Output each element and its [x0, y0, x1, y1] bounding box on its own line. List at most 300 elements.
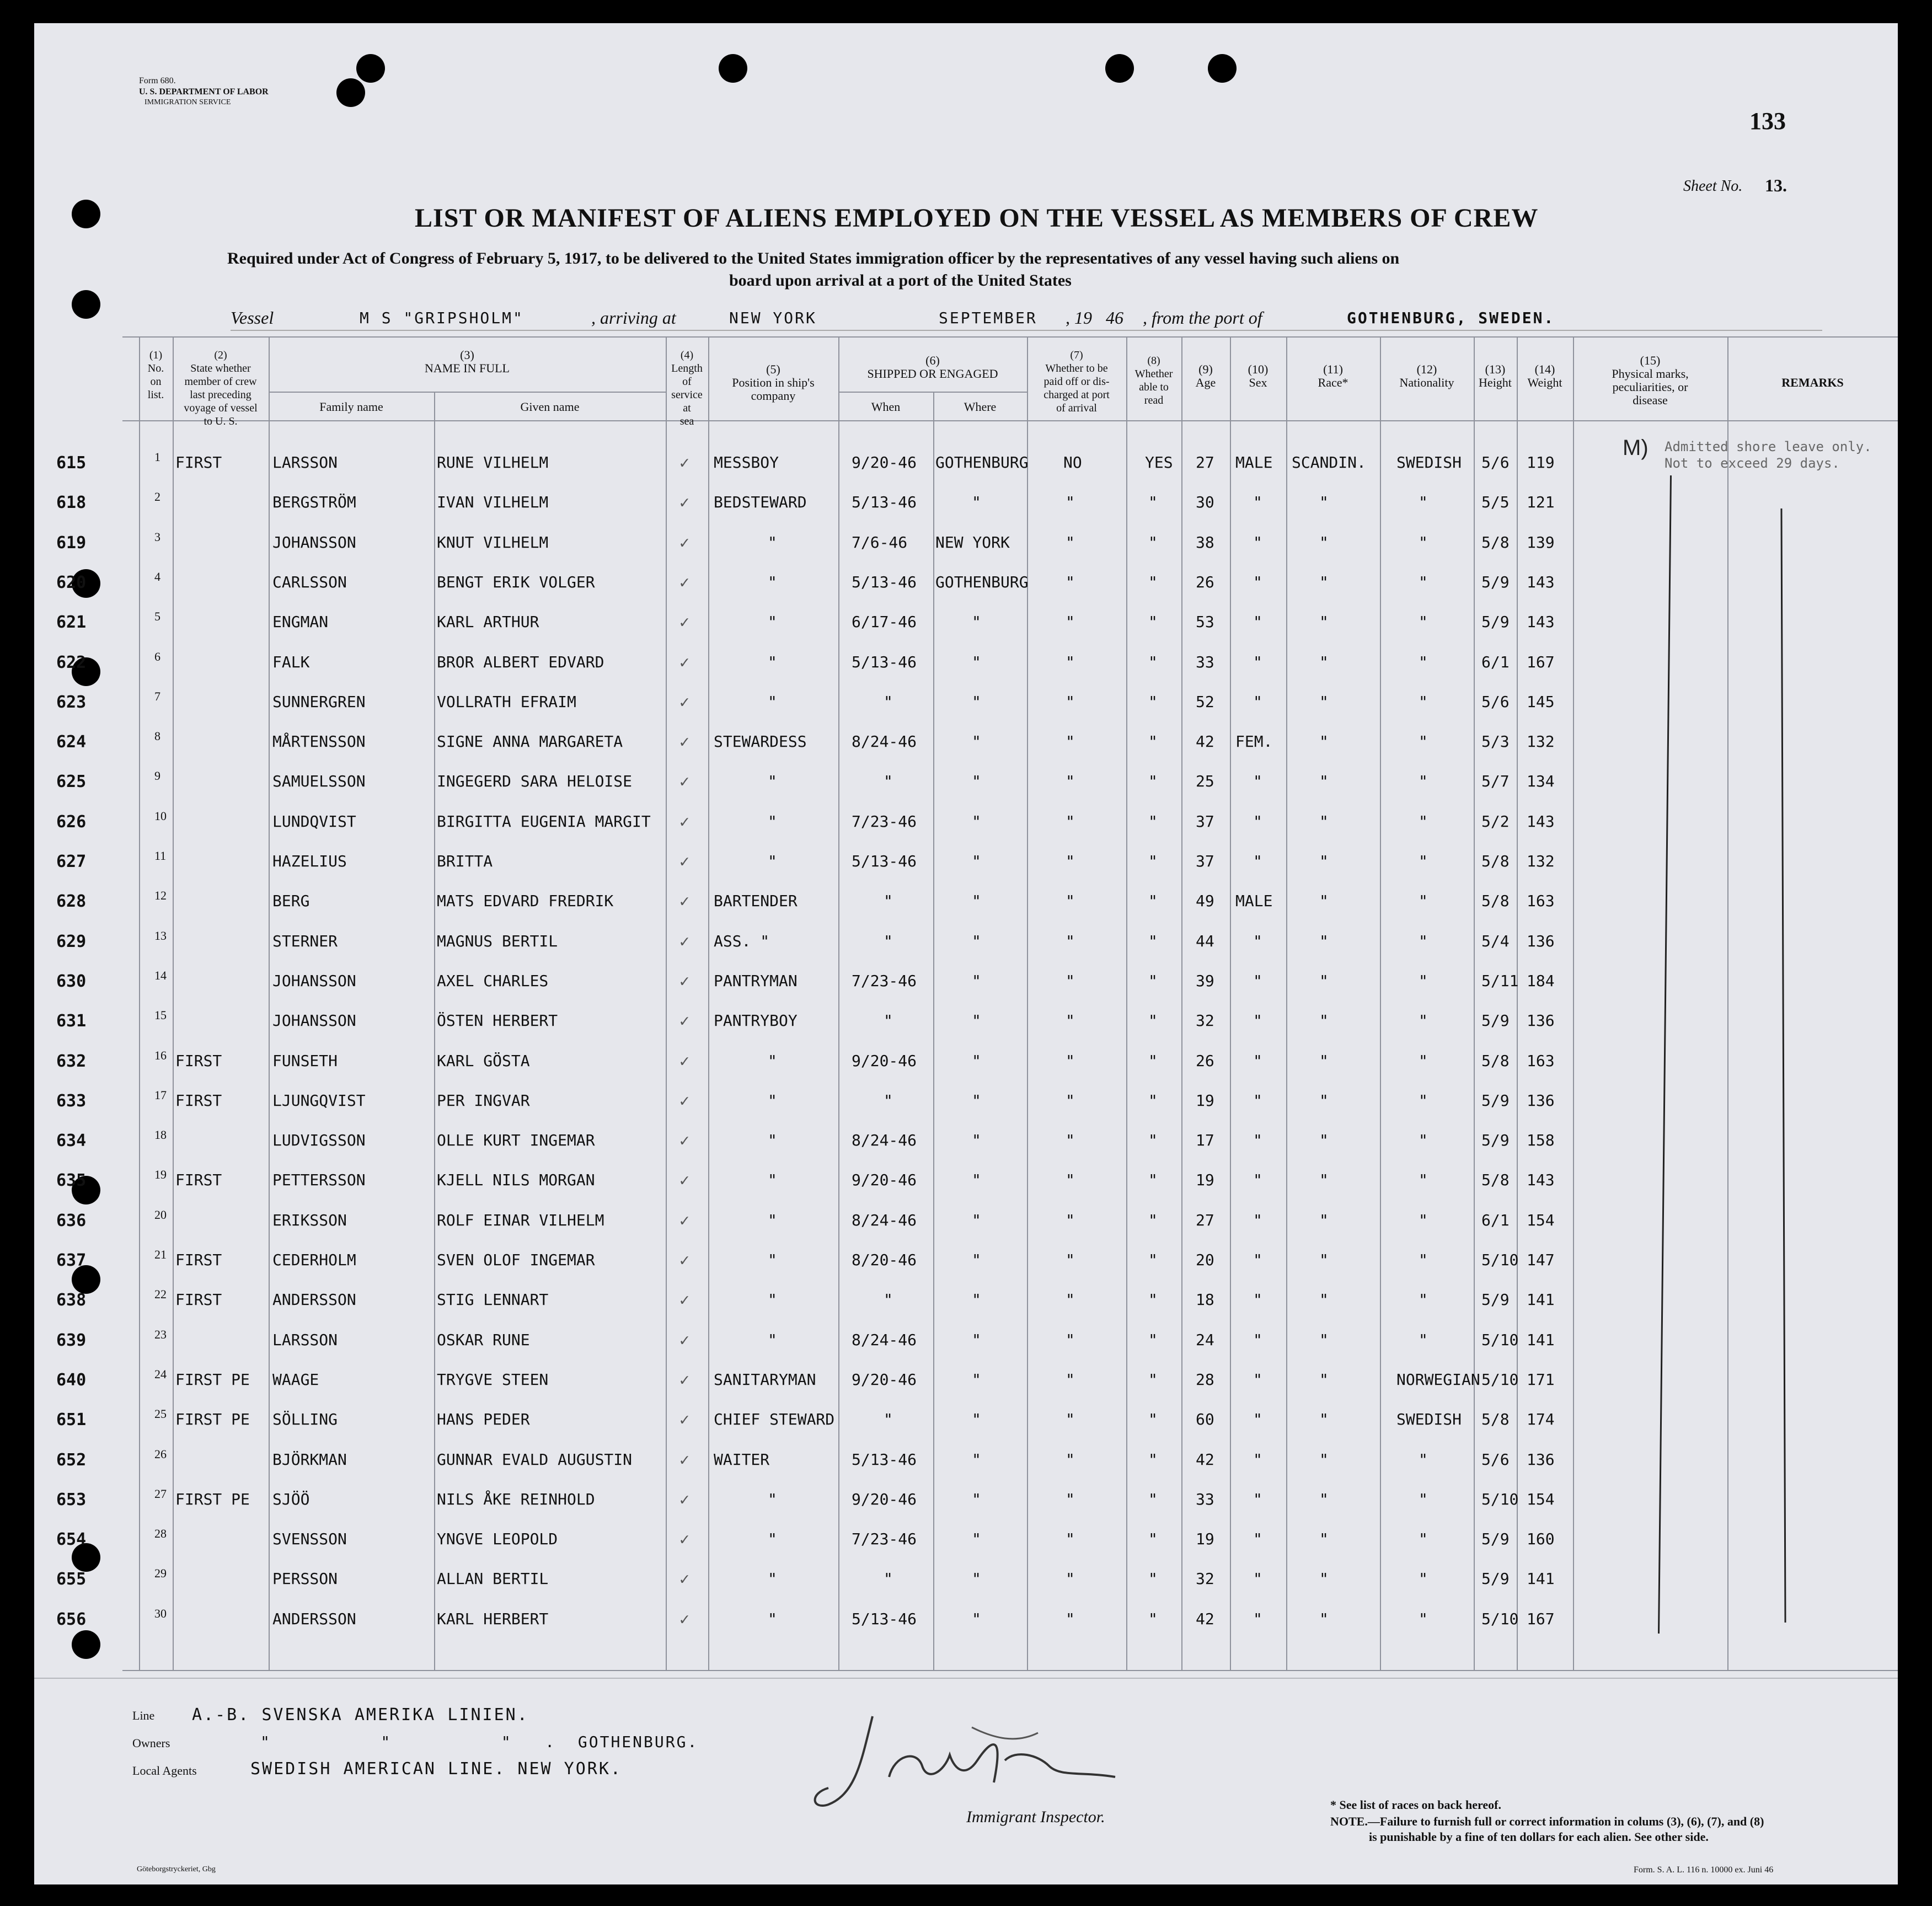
age: 42	[1196, 1450, 1214, 1469]
weight: 171	[1527, 1370, 1555, 1389]
position: "	[768, 1131, 777, 1149]
shipped-where: "	[972, 1370, 981, 1389]
shipped-when: 9/20-46	[852, 1370, 917, 1389]
sex: "	[1253, 653, 1262, 671]
paid-off: "	[1066, 1291, 1075, 1309]
owners-value: " " " . GOTHENBURG.	[260, 1733, 699, 1751]
race: "	[1319, 493, 1329, 511]
shipped-when: 6/17-46	[852, 613, 917, 631]
nationality: "	[1419, 1530, 1428, 1548]
vessel-name: M S "GRIPSHOLM"	[360, 309, 524, 327]
header-col-4: (4) Length of service at sea	[671, 349, 703, 427]
shipped-when: 7/23-46	[852, 812, 917, 831]
service-checkmark: ✓	[679, 453, 690, 473]
name-subheader-rule	[269, 392, 666, 393]
previous-voyage: FIRST	[175, 1251, 222, 1269]
shipped-where: "	[972, 1450, 981, 1469]
shipped-where: "	[972, 1570, 981, 1588]
position: "	[768, 573, 777, 591]
able-to-read: "	[1148, 1251, 1158, 1269]
given-name: YNGVE LEOPOLD	[437, 1530, 558, 1548]
sex: "	[1253, 812, 1262, 831]
able-to-read: "	[1148, 932, 1158, 950]
owners-label: Owners	[132, 1736, 170, 1750]
shipped-where: "	[972, 493, 981, 511]
list-number: 4	[154, 570, 160, 583]
table-row	[34, 642, 1898, 682]
family-name: LUDVIGSSON	[272, 1131, 366, 1149]
paid-off: "	[1066, 1490, 1075, 1508]
family-name: SAMUELSSON	[272, 772, 366, 790]
weight: 163	[1527, 1052, 1555, 1070]
age: 27	[1196, 1211, 1214, 1229]
shipped-when: "	[884, 1410, 893, 1428]
service-checkmark: ✓	[679, 1251, 690, 1270]
service-checkmark: ✓	[679, 653, 690, 672]
list-line-number: 624	[56, 732, 87, 752]
sex: "	[1253, 932, 1262, 950]
remarks-mark: M)	[1623, 436, 1649, 460]
list-line-number: 656	[56, 1610, 87, 1629]
able-to-read: "	[1148, 1450, 1158, 1469]
shipped-where: GOTHENBURG	[935, 573, 1029, 591]
able-to-read: "	[1148, 533, 1158, 552]
sex: "	[1253, 1370, 1262, 1389]
able-to-read: "	[1148, 1610, 1158, 1628]
shipped-where: "	[972, 772, 981, 790]
vessel-label: Vessel	[231, 308, 274, 328]
list-line-number: 622	[56, 653, 87, 672]
header-col-12: (12) Nationality	[1399, 362, 1454, 389]
punch-hole	[336, 78, 365, 107]
nationality: "	[1419, 1331, 1428, 1349]
age: 25	[1196, 772, 1214, 790]
nationality: "	[1419, 1570, 1428, 1588]
list-number: 3	[154, 530, 160, 544]
list-line-number: 618	[56, 493, 87, 512]
position: "	[768, 1610, 777, 1628]
service-checkmark: ✓	[679, 772, 690, 791]
shipped-when: "	[884, 772, 893, 790]
list-line-number: 621	[56, 613, 87, 632]
race: "	[1319, 932, 1329, 950]
service-checkmark: ✓	[679, 892, 690, 911]
header-family-name: Family name	[319, 400, 383, 414]
race: "	[1319, 1211, 1329, 1229]
age: 38	[1196, 533, 1214, 552]
given-name: TRYGVE STEEN	[437, 1370, 549, 1389]
height: 5/9	[1481, 613, 1510, 631]
position: BEDSTEWARD	[714, 493, 807, 511]
weight: 154	[1527, 1490, 1555, 1508]
able-to-read: "	[1148, 493, 1158, 511]
table-row	[34, 801, 1898, 841]
shipped-where: "	[972, 693, 981, 711]
punch-hole	[72, 290, 100, 319]
list-number: 5	[154, 609, 160, 623]
service-checkmark: ✓	[679, 1091, 690, 1111]
list-line-number: 627	[56, 852, 87, 871]
table-row	[34, 1120, 1898, 1160]
form-number: Form 680.	[139, 76, 176, 85]
age: 39	[1196, 972, 1214, 990]
able-to-read: "	[1148, 1131, 1158, 1149]
sex: "	[1253, 1530, 1262, 1548]
family-name: BERGSTRÖM	[272, 493, 356, 511]
table-row	[34, 841, 1898, 881]
paid-off: "	[1066, 1011, 1075, 1030]
race: "	[1319, 1530, 1329, 1548]
paid-off: "	[1066, 1450, 1075, 1469]
sex: "	[1253, 772, 1262, 790]
punch-hole	[72, 200, 100, 228]
sex: "	[1253, 1091, 1262, 1110]
table-top-rule	[122, 336, 1898, 338]
weight: 174	[1527, 1410, 1555, 1428]
list-line-number: 633	[56, 1091, 87, 1111]
height: 6/1	[1481, 653, 1510, 671]
position: ASS. "	[714, 932, 770, 950]
line-label: Line	[132, 1709, 155, 1722]
service-checkmark: ✓	[679, 493, 690, 512]
paid-off: "	[1066, 1131, 1075, 1149]
paid-off: "	[1066, 1211, 1075, 1229]
paid-off: "	[1066, 573, 1075, 591]
family-name: BERG	[272, 892, 310, 910]
able-to-read: "	[1148, 1011, 1158, 1030]
able-to-read: "	[1148, 1530, 1158, 1548]
sex: "	[1253, 533, 1262, 552]
given-name: ROLF EINAR VILHELM	[437, 1211, 604, 1229]
list-line-number: 651	[56, 1410, 87, 1430]
shipped-when: 5/13-46	[852, 1610, 917, 1628]
sex: "	[1253, 1570, 1262, 1588]
shipped-when: "	[884, 1011, 893, 1030]
position: "	[768, 533, 777, 552]
height: 5/10	[1481, 1331, 1519, 1349]
inspector-signature	[806, 1694, 1137, 1827]
footnote-penalty: is punishable by a fine of ten dollars for each alien. See other side.	[1369, 1830, 1709, 1844]
able-to-read: "	[1148, 732, 1158, 751]
position: PANTRYBOY	[714, 1011, 798, 1030]
shipped-when: "	[884, 1291, 893, 1309]
nationality: "	[1419, 1052, 1428, 1070]
able-to-read: "	[1148, 1211, 1158, 1229]
service-checkmark: ✓	[679, 972, 690, 991]
list-number: 17	[154, 1088, 167, 1102]
list-line-number: 639	[56, 1331, 87, 1350]
shipped-where: "	[972, 1490, 981, 1508]
given-name: ALLAN BERTIL	[437, 1570, 549, 1588]
header-col-15: (15) Physical marks, peculiarities, or disease	[1612, 354, 1689, 407]
service-checkmark: ✓	[679, 573, 690, 592]
table-row	[34, 1240, 1898, 1279]
header-given-name: Given name	[520, 400, 580, 414]
age: 60	[1196, 1410, 1214, 1428]
height: 5/2	[1481, 812, 1510, 831]
position: "	[768, 1331, 777, 1349]
age: 17	[1196, 1131, 1214, 1149]
paid-off: "	[1066, 1091, 1075, 1110]
weight: 141	[1527, 1291, 1555, 1309]
previous-voyage: FIRST PE	[175, 1410, 250, 1428]
family-name: CARLSSON	[272, 573, 347, 591]
shipped-when: "	[884, 932, 893, 950]
service-checkmark: ✓	[679, 1490, 690, 1509]
given-name: KARL GÖSTA	[437, 1052, 530, 1070]
given-name: KJELL NILS MORGAN	[437, 1171, 595, 1189]
list-line-number: 638	[56, 1291, 87, 1310]
nationality: "	[1419, 972, 1428, 990]
nationality: "	[1419, 1610, 1428, 1628]
able-to-read: "	[1148, 693, 1158, 711]
year-prefix: , 19	[1066, 308, 1092, 328]
weight: 134	[1527, 772, 1555, 790]
header-col-5: (5) Position in ship's company	[732, 362, 815, 403]
height: 5/9	[1481, 1011, 1510, 1030]
list-number: 29	[154, 1566, 167, 1580]
list-line-number: 653	[56, 1490, 87, 1509]
race: "	[1319, 1570, 1329, 1588]
paid-off: "	[1066, 972, 1075, 990]
shipped-when: 8/24-46	[852, 1211, 917, 1229]
given-name: MATS EDVARD FREDRIK	[437, 892, 614, 910]
race: "	[1319, 772, 1329, 790]
race: "	[1319, 1251, 1329, 1269]
able-to-read: "	[1148, 1570, 1158, 1588]
paid-off: "	[1066, 533, 1075, 552]
height: 5/7	[1481, 772, 1510, 790]
list-line-number: 632	[56, 1052, 87, 1071]
position: "	[768, 772, 777, 790]
able-to-read: "	[1148, 573, 1158, 591]
sex: "	[1253, 493, 1262, 511]
list-number: 15	[154, 1008, 167, 1022]
given-name: INGEGERD SARA HELOISE	[437, 772, 633, 790]
height: 5/10	[1481, 1251, 1519, 1269]
position: "	[768, 852, 777, 870]
shipped-when: 9/20-46	[852, 1052, 917, 1070]
given-name: SIGNE ANNA MARGARETA	[437, 732, 623, 751]
family-name: ENGMAN	[272, 613, 329, 631]
service-checkmark: ✓	[679, 1011, 690, 1031]
service-checkmark: ✓	[679, 613, 690, 632]
shipped-where: "	[972, 1610, 981, 1628]
paid-off: "	[1066, 693, 1075, 711]
nationality: "	[1419, 1171, 1428, 1189]
given-name: BIRGITTA EUGENIA MARGIT	[437, 812, 651, 831]
table-row	[34, 1359, 1898, 1399]
header-col-6: (6) SHIPPED OR ENGAGED	[867, 354, 998, 381]
position: "	[768, 1091, 777, 1110]
age: 27	[1196, 453, 1214, 472]
table-row	[34, 1041, 1898, 1080]
list-number: 26	[154, 1447, 167, 1461]
service-checkmark: ✓	[679, 1211, 690, 1230]
list-number: 6	[154, 650, 160, 663]
sex: "	[1253, 852, 1262, 870]
sex: "	[1253, 1610, 1262, 1628]
list-line-number: 625	[56, 772, 87, 791]
paid-off: "	[1066, 1331, 1075, 1349]
given-name: RUNE VILHELM	[437, 453, 549, 472]
race: "	[1319, 653, 1329, 671]
height: 5/9	[1481, 1530, 1510, 1548]
paid-off: "	[1066, 732, 1075, 751]
arrival-year: 46	[1106, 308, 1123, 328]
position: STEWARDESS	[714, 732, 807, 751]
weight: 154	[1527, 1211, 1555, 1229]
given-name: STIG LENNART	[437, 1291, 549, 1309]
family-name: ERIKSSON	[272, 1211, 347, 1229]
punch-hole	[1105, 54, 1134, 83]
height: 5/10	[1481, 1490, 1519, 1508]
weight: 184	[1527, 972, 1555, 990]
shipped-subheader-rule	[838, 392, 1027, 393]
shipped-when: 9/20-46	[852, 1171, 917, 1189]
family-name: JOHANSSON	[272, 972, 356, 990]
family-name: FALK	[272, 653, 310, 671]
list-number: 11	[154, 849, 167, 863]
table-row	[34, 522, 1898, 562]
table-row	[34, 482, 1898, 522]
race: "	[1319, 1370, 1329, 1389]
nationality: "	[1419, 573, 1428, 591]
position: CHIEF STEWARD	[714, 1410, 835, 1428]
header-col-7: (7) Whether to be paid off or dis- charged at port of arrival	[1043, 349, 1110, 414]
position: "	[768, 1251, 777, 1269]
height: 5/6	[1481, 453, 1510, 472]
arrival-month: SEPTEMBER	[939, 309, 1037, 327]
shipped-where: "	[972, 892, 981, 910]
sheet-label: Sheet No.	[1683, 178, 1743, 195]
sex: "	[1253, 1490, 1262, 1508]
list-number: 30	[154, 1607, 167, 1620]
list-line-number: 630	[56, 972, 87, 991]
line-value: A.-B. SVENSKA AMERIKA LINIEN.	[192, 1705, 529, 1725]
agents-label: Local Agents	[132, 1764, 197, 1777]
shipped-when: 9/20-46	[852, 453, 917, 472]
able-to-read: "	[1148, 1370, 1158, 1389]
punch-hole	[719, 54, 747, 83]
race: "	[1319, 1131, 1329, 1149]
nationality: "	[1419, 533, 1428, 552]
family-name: MÅRTENSSON	[272, 732, 366, 751]
able-to-read: "	[1148, 892, 1158, 910]
table-row	[34, 1479, 1898, 1519]
service-checkmark: ✓	[679, 533, 690, 553]
race: "	[1319, 1011, 1329, 1030]
family-name: WAAGE	[272, 1370, 319, 1389]
subtitle-line-2: board upon arrival at a port of the United States	[729, 271, 1072, 290]
weight: 158	[1527, 1131, 1555, 1149]
position: "	[768, 1171, 777, 1189]
sex: "	[1253, 613, 1262, 631]
list-line-number: 654	[56, 1530, 87, 1549]
table-row	[34, 1439, 1898, 1479]
nationality: "	[1419, 1011, 1428, 1030]
table-row	[34, 562, 1898, 602]
previous-voyage: FIRST	[175, 1052, 222, 1070]
sex: "	[1253, 1291, 1262, 1309]
able-to-read: "	[1148, 812, 1158, 831]
service-checkmark: ✓	[679, 732, 690, 752]
table-row	[34, 1399, 1898, 1439]
nationality: "	[1419, 932, 1428, 950]
shipped-when: 7/23-46	[852, 1530, 917, 1548]
from-port-label: , from the port of	[1143, 308, 1262, 328]
given-name: SVEN OLOF INGEMAR	[437, 1251, 595, 1269]
sex: MALE	[1235, 892, 1273, 910]
nationality: "	[1419, 852, 1428, 870]
list-line-number: 634	[56, 1131, 87, 1150]
table-row	[34, 1080, 1898, 1120]
height: 5/5	[1481, 493, 1510, 511]
able-to-read: "	[1148, 1052, 1158, 1070]
list-line-number: 635	[56, 1171, 87, 1190]
paid-off: "	[1066, 892, 1075, 910]
weight: 136	[1527, 1450, 1555, 1469]
nationality: "	[1419, 1490, 1428, 1508]
agents-value: SWEDISH AMERICAN LINE. NEW YORK.	[250, 1759, 622, 1779]
arrival-port: NEW YORK	[729, 309, 817, 327]
height: 5/3	[1481, 732, 1510, 751]
header-col-10: (10) Sex	[1248, 362, 1269, 389]
age: 53	[1196, 613, 1214, 631]
shipped-where: "	[972, 1331, 981, 1349]
list-number: 14	[154, 968, 167, 982]
height: 5/8	[1481, 533, 1510, 552]
list-number: 7	[154, 689, 160, 703]
height: 5/9	[1481, 573, 1510, 591]
departure-port: GOTHENBURG, SWEDEN.	[1347, 309, 1555, 327]
shipped-when: "	[884, 1091, 893, 1110]
paid-off: "	[1066, 613, 1075, 631]
position: "	[768, 693, 777, 711]
shipped-when: 9/20-46	[852, 1490, 917, 1508]
height: 5/11	[1481, 972, 1519, 990]
list-line-number: 626	[56, 812, 87, 832]
previous-voyage: FIRST	[175, 1171, 222, 1189]
age: 42	[1196, 1610, 1214, 1628]
race: "	[1319, 892, 1329, 910]
height: 5/4	[1481, 932, 1510, 950]
shipped-where: "	[972, 613, 981, 631]
footer-rule	[34, 1678, 1898, 1679]
list-number: 27	[154, 1487, 167, 1501]
age: 52	[1196, 693, 1214, 711]
weight: 167	[1527, 1610, 1555, 1628]
remarks-line-2: Not to exceed 29 days.	[1665, 456, 1840, 471]
header-col-14: (14) Weight	[1527, 362, 1562, 389]
weight: 132	[1527, 852, 1555, 870]
race: "	[1319, 852, 1329, 870]
footnote-note: NOTE.—Failure to furnish full or correct information in colums (3), (6), (7), and (8)	[1330, 1814, 1764, 1828]
family-name: PERSSON	[272, 1570, 338, 1588]
header-col-13: (13) Height	[1479, 362, 1512, 389]
service-checkmark: ✓	[679, 1331, 690, 1350]
weight: 141	[1527, 1331, 1555, 1349]
shipped-where: NEW YORK	[935, 533, 1010, 552]
weight: 139	[1527, 533, 1555, 552]
able-to-read: "	[1148, 852, 1158, 870]
age: 19	[1196, 1091, 1214, 1110]
race: "	[1319, 1331, 1329, 1349]
able-to-read: "	[1148, 1331, 1158, 1349]
paid-off: "	[1066, 1171, 1075, 1189]
header-where: Where	[964, 400, 997, 414]
list-line-number: 640	[56, 1370, 87, 1390]
